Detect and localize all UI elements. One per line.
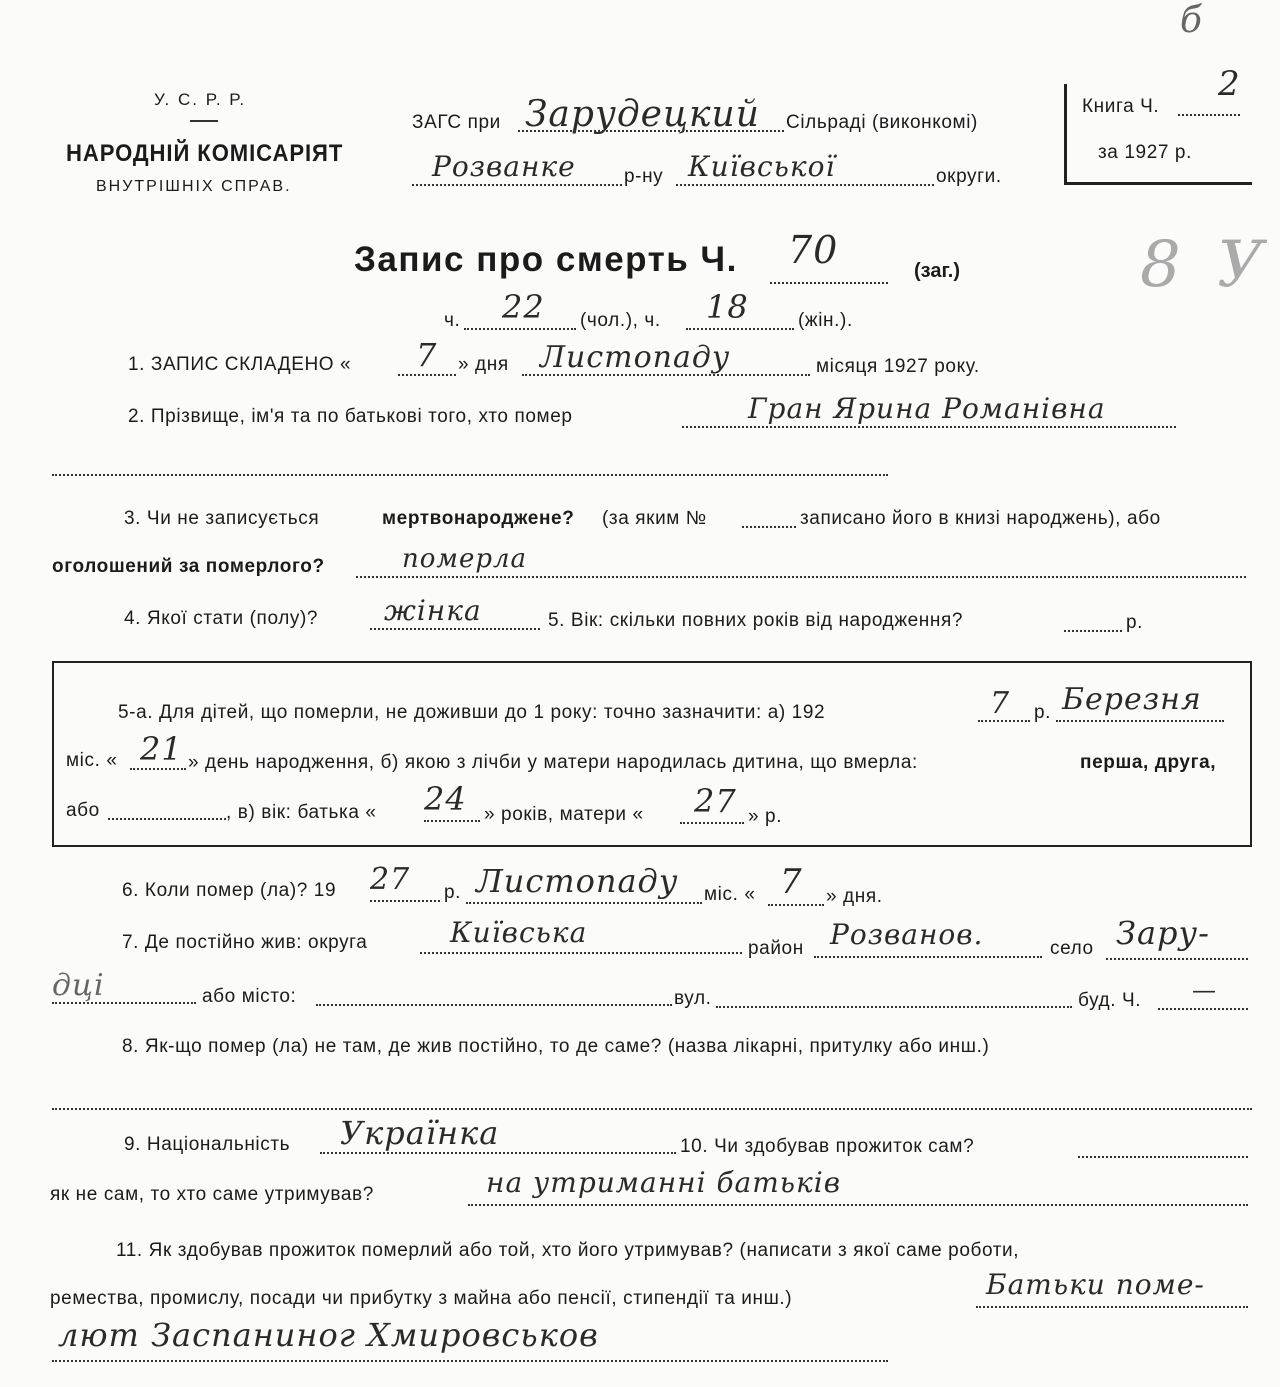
f10-answer: на утриманні батьків — [486, 1166, 841, 1199]
f7-city-line — [316, 1004, 672, 1006]
f11-label-2: ремества, промислу, посади чи прибутку з майна або пенсії, стипендії та инш.) — [50, 1288, 793, 1309]
commissariat-title: НАРОДНІЙ КОМІСАРІЯТ — [66, 140, 344, 167]
zags-okruha-line — [676, 184, 934, 186]
f5a-birth-label: » день народження, б) якою з лічби у матери народилась дитина, що вмерла: — [188, 752, 918, 773]
f1-day-label: » дня — [458, 354, 509, 375]
f11-label: 11. Як здобував прожиток померлий або той, хто його утримував? (написати з якої саме роботи, — [116, 1240, 1020, 1261]
f10-line — [1078, 1156, 1248, 1158]
count-female-label: (жін.). — [798, 310, 853, 331]
f4-line — [370, 628, 540, 630]
zags-raion-line — [412, 184, 622, 186]
f5a-order: перша, друга, — [1080, 752, 1217, 773]
f5a-day-line — [130, 768, 186, 770]
f3-number-label: (за яким № — [602, 508, 707, 529]
f5a-month: Березня — [1062, 682, 1202, 717]
count-female: 18 — [706, 288, 749, 326]
f3-declared: оголошений за померлого? — [52, 556, 325, 577]
f5a-mother-age: 27 — [694, 782, 737, 820]
f7-okruha: Київська — [450, 916, 588, 949]
f6-month-line — [466, 902, 702, 904]
f7-village-cont: дці — [52, 968, 105, 1003]
zags-council-label: Сільраді (виконкомі) — [786, 112, 978, 133]
record-title-suffix: (заг.) — [914, 260, 961, 282]
zags-village: Зарудецкий — [525, 94, 760, 135]
count-male: 22 — [502, 288, 545, 326]
f5a-father-age: 24 — [424, 780, 467, 818]
header-divider — [190, 120, 218, 122]
f6-month: Листопаду — [476, 862, 679, 900]
f1-month: Листопаду — [540, 340, 731, 375]
f7-raion: Розванов. — [830, 918, 984, 951]
f7-house: — — [1192, 976, 1217, 1004]
f11-answer-1: Батьки поме- — [986, 1268, 1205, 1301]
f7-label: 7. Де постійно жив: округа — [122, 932, 368, 953]
f5a-father-label: , в) вік: батька « — [226, 802, 377, 823]
f8-label: 8. Як-що помер (ла) не там, де жив постійно, то де саме? (назва лікарні, притулку або инш.) — [122, 1036, 990, 1057]
book-number-line — [1178, 114, 1240, 116]
f1-day: 7 — [416, 336, 438, 374]
book-number: 2 — [1218, 64, 1241, 104]
f5a-mother-label: » років, матери « — [484, 804, 644, 825]
zags-okruha-label: округи. — [936, 166, 1002, 187]
f9-label: 9. Національність — [124, 1134, 291, 1155]
f5a-or-line — [108, 818, 226, 820]
f10-label: 10. Чи здобував прожиток сам? — [680, 1136, 975, 1157]
f7-house-line — [1158, 1008, 1248, 1010]
f5a-r: р. — [1034, 702, 1052, 723]
f4-answer: жінка — [384, 594, 482, 627]
f7-house-label: буд. Ч. — [1078, 990, 1142, 1011]
f2-line-2 — [52, 474, 888, 476]
f2-label: 2. Прізвище, ім'я та по батькові того, хто помер — [128, 406, 573, 427]
f7-village-label: село — [1050, 938, 1094, 959]
f5a-father-line — [424, 820, 480, 822]
f3-label: 3. Чи не записується — [124, 508, 320, 529]
f3-tail: записано його в книзі народжень), або — [800, 508, 1161, 529]
zags-prefix: ЗАГС при — [412, 112, 501, 133]
f7-village: Зару- — [1116, 914, 1210, 952]
f8-line — [52, 1108, 1252, 1110]
record-number-line — [770, 282, 888, 284]
f7-okruha-line — [420, 952, 742, 954]
book-label: Книга Ч. — [1082, 96, 1160, 117]
f6-day-line — [768, 904, 824, 906]
f6-year: 27 — [370, 862, 411, 897]
zags-village-line — [518, 130, 784, 132]
f9-answer: Українка — [340, 1114, 500, 1152]
corner-mark-top: б — [1180, 0, 1203, 41]
f10-who-line — [468, 1204, 1248, 1206]
book-year: за 1927 р. — [1098, 142, 1192, 163]
f7-village-line — [1106, 958, 1248, 960]
f5a-day: 21 — [140, 730, 183, 768]
f2-line — [682, 426, 1176, 428]
f1-label: 1. ЗАПИС СКЛАДЕНО « — [128, 354, 352, 375]
f5a-year: 7 — [990, 686, 1011, 721]
f5a-mother-line — [680, 822, 744, 824]
f6-r: р. — [444, 882, 462, 903]
state-label: У. С. Р. Р. — [154, 90, 247, 109]
f10-who-label: як не сам, то хто саме утримував? — [50, 1184, 374, 1205]
count-prefix: ч. — [444, 310, 461, 331]
count-male-line — [464, 328, 576, 330]
f7-street-line — [716, 1006, 1072, 1008]
record-number: 70 — [788, 228, 839, 272]
f7-city-label: або місто: — [202, 986, 297, 1007]
f1-day-line — [398, 374, 456, 376]
f11-answer-2: лют Заспаниног Хмировськов — [58, 1316, 599, 1354]
f7-street-label: вул. — [674, 988, 712, 1009]
record-title: Запис про смерть Ч. — [354, 240, 738, 279]
f3-stillborn: мертвонароджене? — [382, 508, 575, 529]
zags-raion: Розванке — [432, 150, 576, 183]
count-male-label: (чол.), ч. — [580, 310, 661, 331]
f3-line — [356, 576, 1246, 578]
f5a-or: або — [66, 800, 100, 821]
zags-okruha: Київської — [688, 150, 836, 183]
f7-raion-label: район — [748, 938, 804, 959]
f3-number-line — [742, 526, 796, 528]
f5-line — [1064, 630, 1122, 632]
commissariat-subtitle: ВНУТРІШНІХ СПРАВ. — [96, 178, 292, 195]
f9-line — [320, 1152, 676, 1154]
f5a-r2: » р. — [748, 806, 783, 827]
f5a-label: 5-а. Для дітей, що померли, не доживши до 1 року: точно зазначити: а) 192 — [118, 702, 826, 723]
zags-raion-label: р-ну — [624, 166, 664, 187]
f4-label: 4. Якої стати (полу)? — [124, 608, 319, 629]
f7-village-cont-line — [52, 1002, 196, 1004]
count-female-line — [686, 328, 794, 330]
f6-year-line — [370, 900, 440, 902]
f3-answer: померла — [402, 544, 528, 574]
f5-unit: р. — [1126, 612, 1144, 633]
f6-month-label: міс. « — [704, 884, 756, 905]
f5a-month-label: міс. « — [66, 750, 118, 771]
f6-day-label: » дня. — [826, 886, 883, 907]
f5a-month-line — [1056, 720, 1224, 722]
f11-line-1 — [976, 1306, 1248, 1308]
f1-month-label: місяця 1927 року. — [816, 356, 980, 377]
f6-label: 6. Коли помер (ла)? 19 — [122, 880, 337, 901]
f2-name: Гран Ярина Романівна — [748, 392, 1106, 425]
f11-line-2 — [52, 1360, 888, 1362]
f7-raion-line — [814, 956, 1042, 958]
f6-day: 7 — [780, 862, 803, 902]
f5-label: 5. Вік: скільки повних років від народження? — [548, 610, 964, 631]
corner-mark-side: 8 У — [1140, 228, 1272, 302]
